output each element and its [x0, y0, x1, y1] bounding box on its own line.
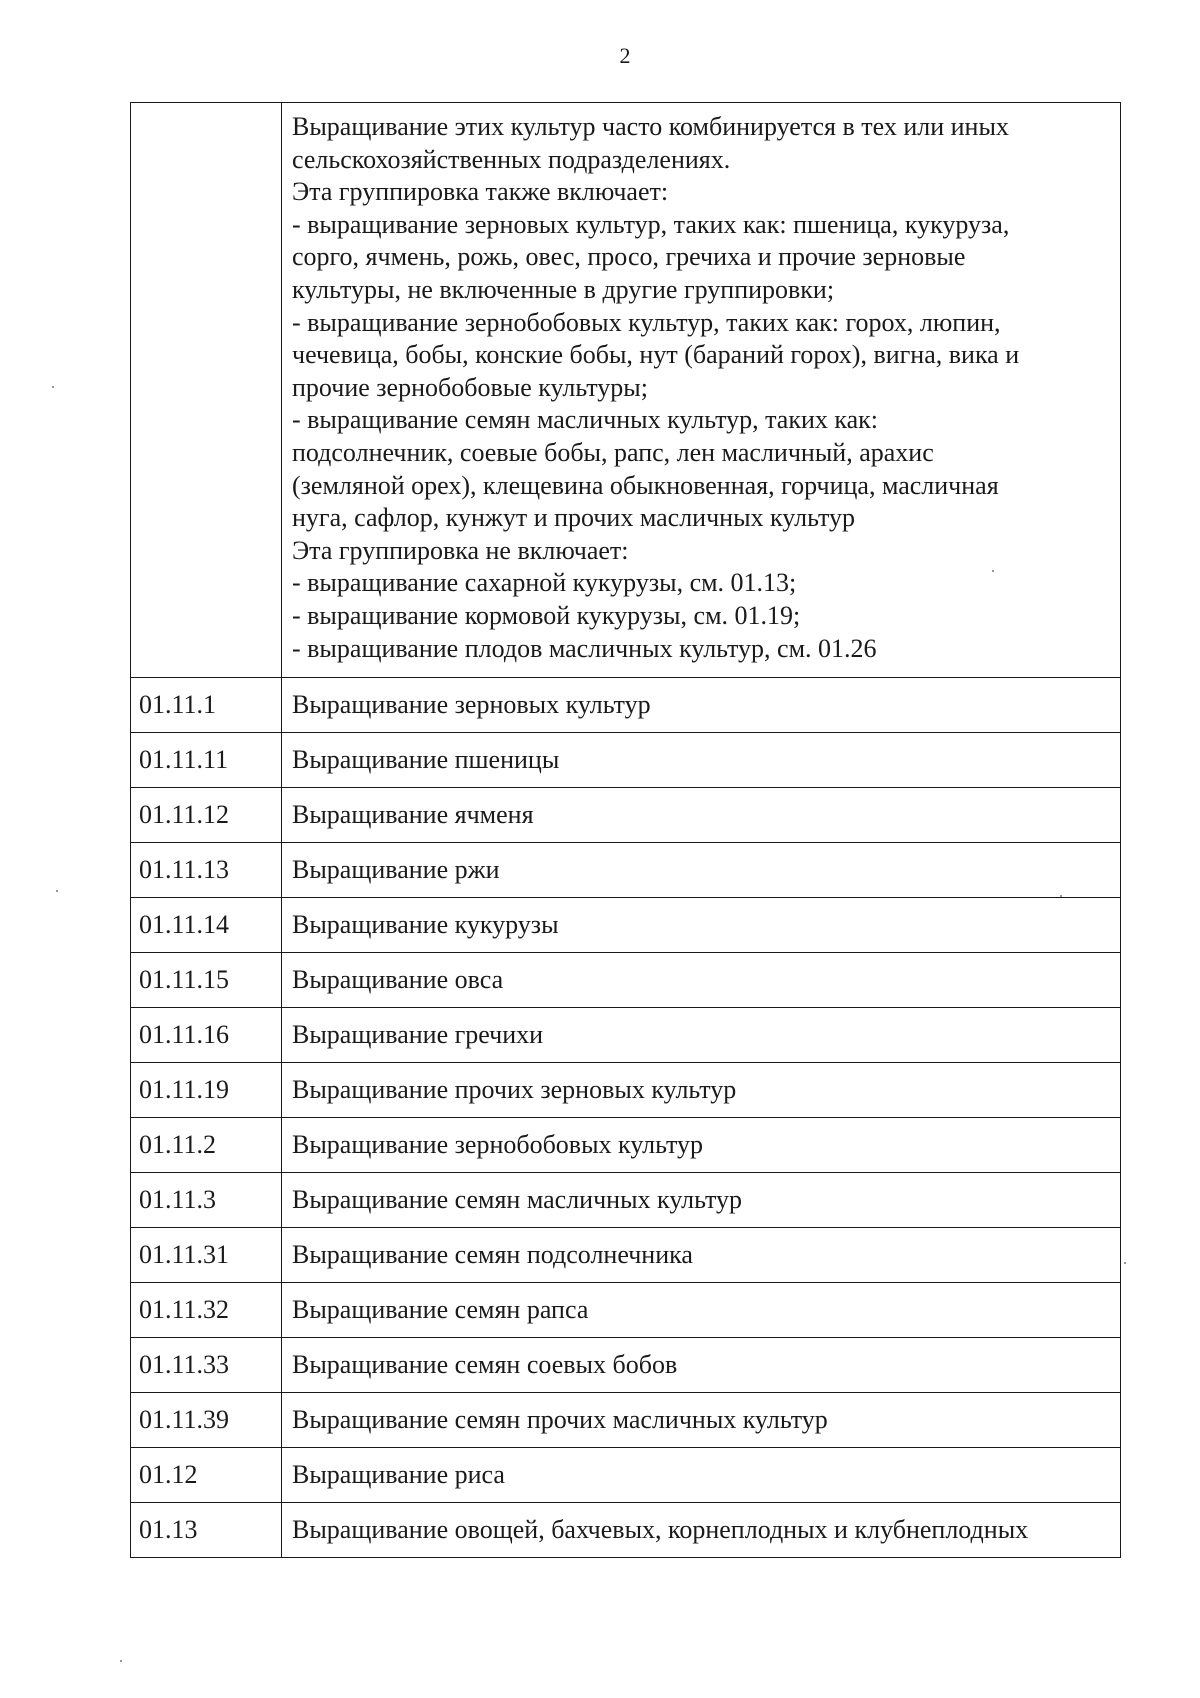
table-row: [131, 678, 1121, 733]
row-code: 01.11.12: [131, 788, 282, 843]
table-row: [131, 733, 1121, 788]
intro-line: - выращивание зернобобовых культур, таких как: горох, люпин,: [292, 307, 1001, 337]
table-row: [131, 1228, 1121, 1283]
row-description: Выращивание ржи: [282, 843, 1121, 898]
intro-line: культуры, не включенные в другие группировки;: [292, 274, 835, 304]
scan-speck: [992, 570, 994, 572]
table-row: [131, 1063, 1121, 1118]
row-description: Выращивание кукурузы: [282, 898, 1121, 953]
row-description: Выращивание ячменя: [282, 788, 1121, 843]
scan-speck: [120, 1660, 122, 1662]
table-row: [131, 1118, 1121, 1173]
intro-line: подсолнечник, соевые бобы, рапс, лен масличный, арахис: [292, 437, 934, 467]
table-row: [131, 1173, 1121, 1228]
row-code: 01.11.3: [131, 1173, 282, 1228]
row-description: Выращивание семян прочих масличных культур: [282, 1393, 1121, 1448]
intro-line: - выращивание сахарной кукурузы, см. 01.13;: [292, 568, 797, 598]
intro-line: прочие зернобобовые культуры;: [292, 372, 648, 402]
page-number: 2: [619, 43, 631, 68]
row-code: 01.11.14: [131, 898, 282, 953]
row-code: 01.11.13: [131, 843, 282, 898]
intro-line: Выращивание этих культур часто комбинируется в тех или иных: [292, 112, 1009, 141]
intro-line: - выращивание плодов масличных культур, см. 01.26: [292, 633, 877, 663]
intro-description-cell: [282, 103, 1121, 678]
table-row: [131, 788, 1121, 843]
row-description: Выращивание гречихи: [282, 1008, 1121, 1063]
table-row: [131, 1448, 1121, 1503]
intro-line: сельскохозяйственных подразделениях.: [292, 144, 731, 174]
row-description: Выращивание зерновых культур: [282, 678, 1121, 733]
classifier-table: [130, 102, 1121, 1558]
row-description: Выращивание риса: [282, 1448, 1121, 1503]
intro-line: Эта группировка не включает:: [292, 535, 629, 565]
row-code: 01.11.32: [131, 1283, 282, 1338]
scan-speck: [56, 890, 58, 892]
row-code: 01.11.1: [131, 678, 282, 733]
intro-line: - выращивание семян масличных культур, таких как:: [292, 405, 879, 435]
table-row: [131, 843, 1121, 898]
intro-line: Эта группировка также включает:: [292, 177, 669, 207]
row-description: Выращивание овса: [282, 953, 1121, 1008]
table-row: [131, 1283, 1121, 1338]
row-description: Выращивание семян подсолнечника: [282, 1228, 1121, 1283]
table-row: [131, 898, 1121, 953]
row-description: Выращивание семян рапса: [282, 1283, 1121, 1338]
row-description: Выращивание зернобобовых культур: [282, 1118, 1121, 1173]
scan-speck: [1124, 1262, 1126, 1264]
table-row: [131, 1503, 1121, 1558]
table-row: [131, 1393, 1121, 1448]
row-code: 01.11.33: [131, 1338, 282, 1393]
intro-line: чечевица, бобы, конские бобы, нут (бараний горох), вигна, вика и: [292, 340, 1020, 370]
row-description: Выращивание семян масличных культур: [282, 1173, 1121, 1228]
intro-line: - выращивание зерновых культур, таких как: пшеница, кукуруза,: [292, 209, 1010, 239]
table-row: [131, 1338, 1121, 1393]
row-description: Выращивание семян соевых бобов: [282, 1338, 1121, 1393]
intro-code-cell: [131, 103, 282, 678]
row-description: Выращивание пшеницы: [282, 733, 1121, 788]
row-code: 01.11.2: [131, 1118, 282, 1173]
row-code: 01.13: [131, 1503, 282, 1558]
intro-line: - выращивание кормовой кукурузы, см. 01.19;: [292, 600, 801, 630]
table-row: [131, 1008, 1121, 1063]
table-row: [131, 953, 1121, 1008]
intro-line: сорго, ячмень, рожь, овес, просо, гречиха и прочие зерновые: [292, 242, 966, 272]
row-code: 01.11.31: [131, 1228, 282, 1283]
row-description: Выращивание овощей, бахчевых, корнеплодных и клубнеплодных: [282, 1503, 1121, 1558]
scan-speck: [52, 386, 54, 388]
intro-line: нуга, сафлор, кунжут и прочих масличных культур: [292, 503, 856, 533]
row-code: 01.11.16: [131, 1008, 282, 1063]
row-code: 01.11.39: [131, 1393, 282, 1448]
scan-speck: [1060, 895, 1062, 897]
intro-row: [131, 103, 1121, 678]
row-code: 01.11.11: [131, 733, 282, 788]
row-description: Выращивание прочих зерновых культур: [282, 1063, 1121, 1118]
intro-line: (земляной орех), клещевина обыкновенная, горчица, масличная: [292, 470, 999, 500]
row-code: 01.12: [131, 1448, 282, 1503]
row-code: 01.11.19: [131, 1063, 282, 1118]
table-body: [131, 103, 1121, 1558]
row-code: 01.11.15: [131, 953, 282, 1008]
